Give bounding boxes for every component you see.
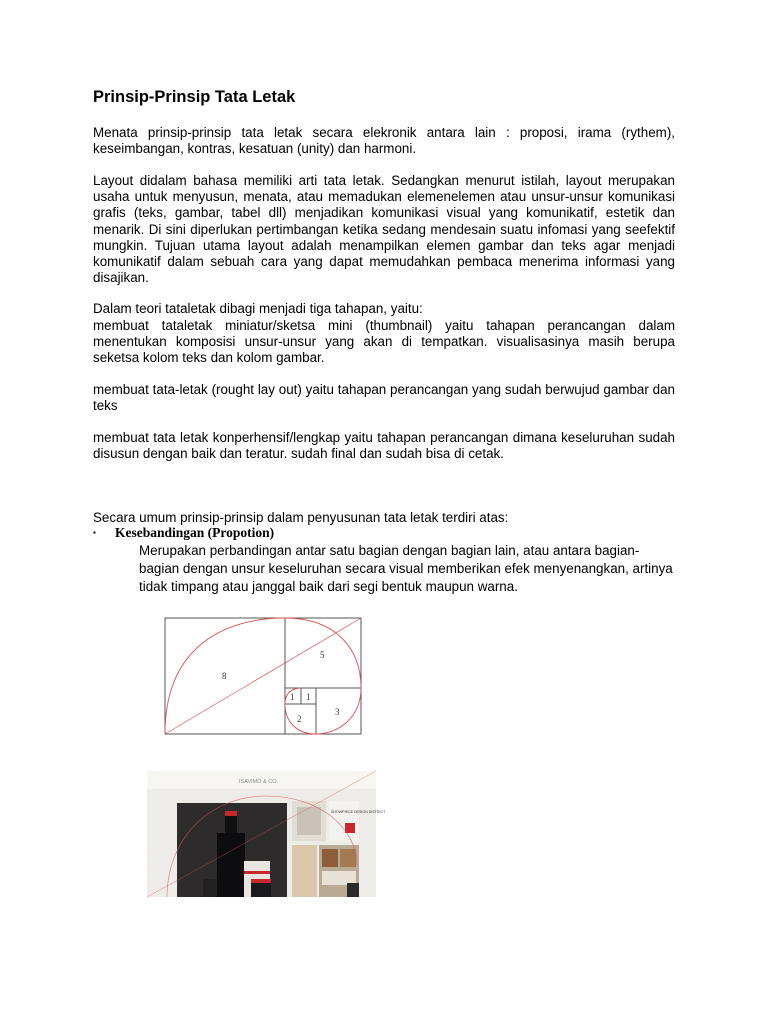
bullet-heading: Kesebandingan (Propotion) xyxy=(115,525,275,540)
golden-ratio-diagram xyxy=(164,617,364,737)
bottle xyxy=(217,833,245,897)
stage-thumbnail-paragraph: membuat tataletak miniatur/sketsa mini (thumbnail) yaitu tahapan perancangan dalam menentukan komposisi unsur-unsur yang akan di tempatkan. visualisasinya masih berupa seketsa kolom teks dan kolom gambar. xyxy=(93,318,675,366)
diagonal-line xyxy=(165,618,361,734)
square-bullet-icon: ▪ xyxy=(93,528,96,537)
photo-header-text: ISAVIMO & CO. xyxy=(239,779,279,785)
fib-label-8: 8 xyxy=(222,671,227,681)
fib-label-5: 5 xyxy=(320,650,325,660)
intro-paragraph: Menata prinsip-prinsip tata letak secara elekronik antara lain : proposi, irama (rythem), keseimbangan, kontras, kesatuan (unity) dan harmoni. xyxy=(93,125,675,157)
principles-intro-text: Secara umum prinsip-prinsip dalam penyusunan tata letak terdiri atas: xyxy=(93,510,509,525)
stages-intro-text: Dalam teori tataletak dibagi menjadi tiga tahapan, yaitu: xyxy=(93,301,423,316)
poster-right xyxy=(329,801,359,841)
poster-text: SHOWPIECE DESIGN DISTRICT xyxy=(331,810,386,814)
poster-pattern xyxy=(292,845,317,897)
stage-comprehensive-paragraph: membuat tata letak konperhensif/lengkap yaitu tahapan perancangan dimana keseluruhan sudah disusun dengan baik dan teratur. sudah final dan sudah bisa di cetak. xyxy=(93,430,675,462)
bullet-item-proportion xyxy=(93,525,274,541)
fib-label-3: 3 xyxy=(335,707,340,717)
layout-definition-paragraph: Layout didalam bahasa memiliki arti tata letak. Sedangkan menurut istilah, layout merupakan usaha untuk menyusun, menata, atau memadukan elemenelemen atau unsur-unsur komunikasi grafis (teks, gambar, tabel dll) menjadikan komunikasi visual yang komunikatif, estetik dan menarik. Di sini diperlukan pertimbangan ketika sedang mendesain suatu infomasi yang seefektif mungkin. Tujuan utama layout adalah menampilkan elemen gambar dan teks agar menjadi komunikatif dalam sebuah cara yang dapat memudahkan pembaca menerima informasi yang disajikan. xyxy=(93,173,675,286)
page-title: Prinsip-Prinsip Tata Letak xyxy=(93,88,296,106)
layout-example-photo xyxy=(147,771,386,897)
bullet-body-text: Merupakan perbandingan antar satu bagian dengan bagian lain, atau antara bagian-bagian dengan unsur keseluruhan secara visual memberikan efek menyenangkan, artinya tidak timpang atau janggal baik dari segi bentuk maupun warna. xyxy=(139,543,673,594)
fib-label-1b: 1 xyxy=(306,692,311,702)
stage-rough-paragraph: membuat tata-letak (rought lay out) yaitu tahapan perancangan yang sudah berwujud gambar dan teks xyxy=(93,382,675,414)
fib-label-1a: 1 xyxy=(290,692,295,702)
fib-label-2: 2 xyxy=(297,714,302,724)
